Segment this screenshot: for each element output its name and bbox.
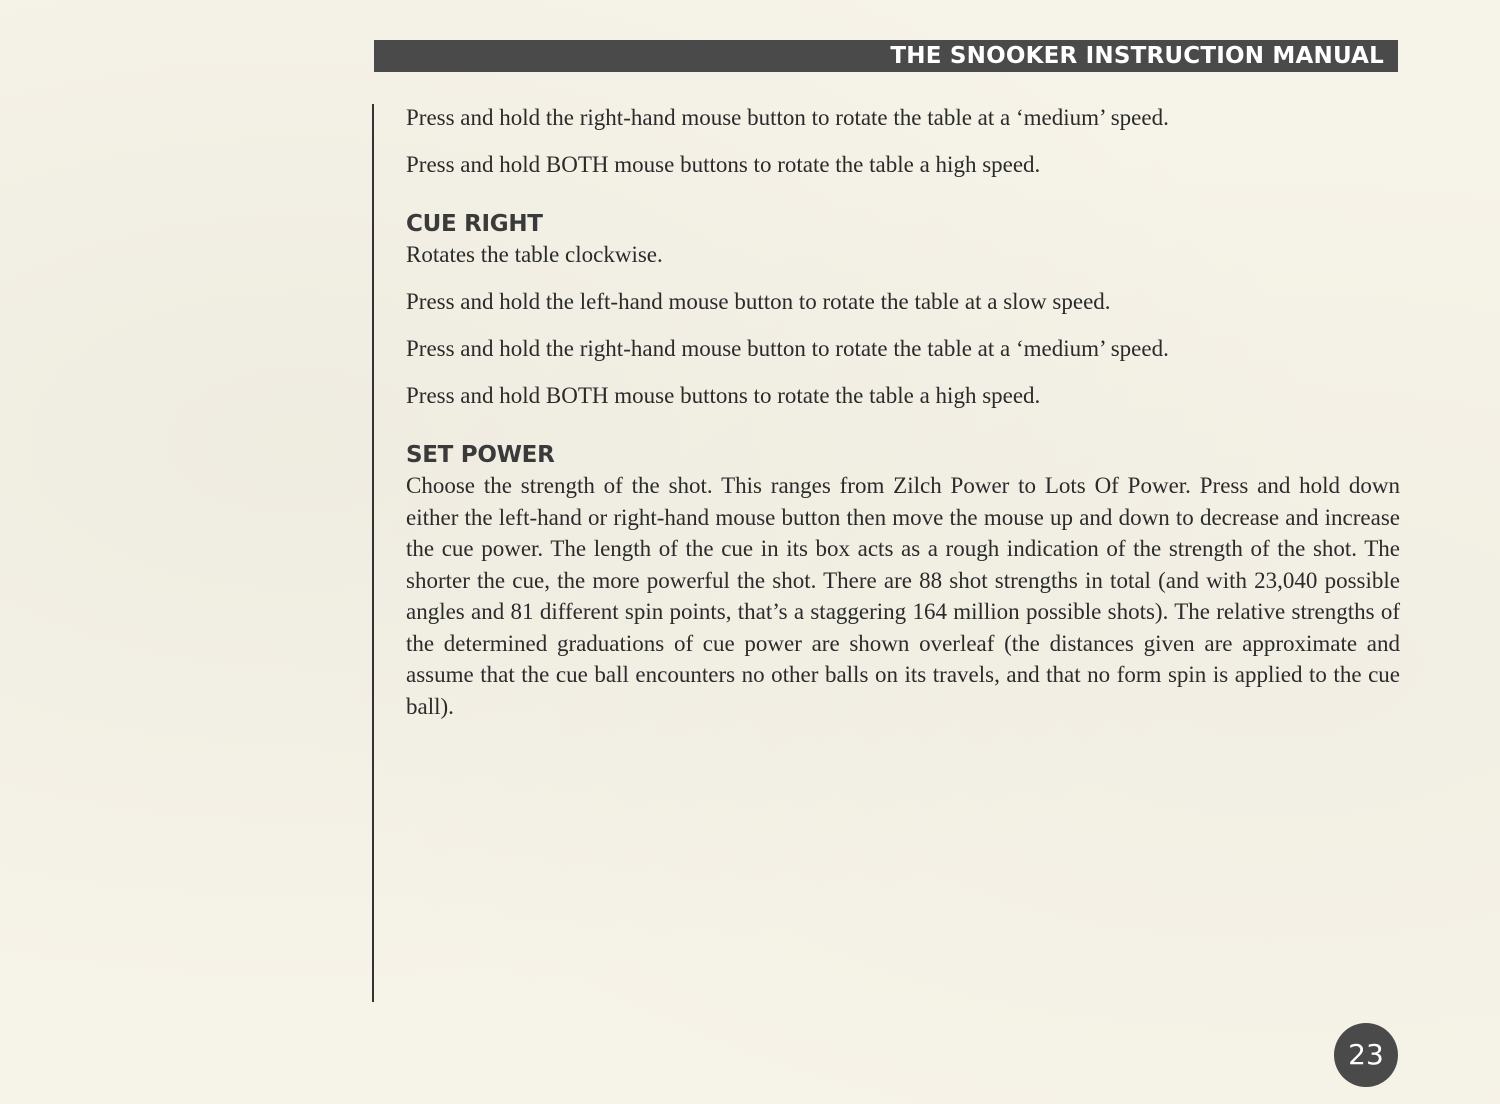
intro-paragraph-1: Press and hold the right-hand mouse button to rotate the table at a ‘medium’ speed. — [406, 105, 1169, 130]
cue-right-paragraph-4: Press and hold BOTH mouse buttons to rotate the table a high speed. — [406, 383, 1041, 408]
set-power-paragraph: Choose the strength of the shot. This ranges from Zilch Power to Lots Of Power. Press and hold down either the left-hand or right-hand mouse button then move the mouse up and down to decrease and increase the cue power. The length of the cue in its box acts as a rough indication of the strength of the shot. The shorter the cue, the more powerful the shot. There are 88 shot strengths in total (and with 23,040 possible angles and 81 different spin points, that’s a staggering 164 million possible shots). The relative strengths of the determined graduations of cue power are shown overleaf (the distances given are approximate and assume that the cue ball encounters no other balls on its travels, and that no form spin is applied to the cue ball). — [406, 473, 1400, 719]
manual-title: THE SNOOKER INSTRUCTION MANUAL — [890, 43, 1384, 69]
cue-right-paragraph-2: Press and hold the left-hand mouse button to rotate the table at a slow speed. — [406, 289, 1111, 314]
section-heading-set-power: SET POWER — [406, 442, 555, 468]
page-number-badge: 23 — [1334, 1023, 1398, 1087]
page-content — [406, 102, 1400, 722]
cue-right-paragraph-1: Rotates the table clockwise. — [406, 242, 663, 267]
section-heading-cue-right: CUE RIGHT — [406, 211, 543, 237]
cue-right-paragraph-3: Press and hold the right-hand mouse button to rotate the table at a ‘medium’ speed. — [406, 336, 1169, 361]
margin-rule — [372, 104, 374, 1002]
intro-paragraph-2: Press and hold BOTH mouse buttons to rotate the table a high speed. — [406, 152, 1041, 177]
header-bar — [374, 40, 1398, 72]
